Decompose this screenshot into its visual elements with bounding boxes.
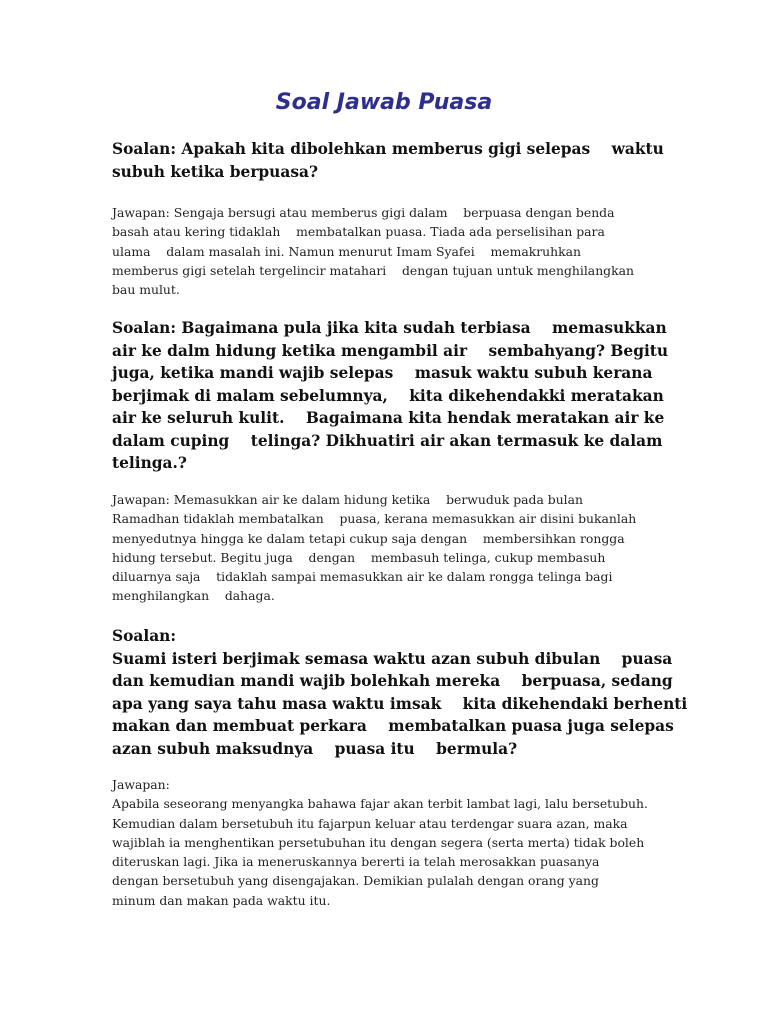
question-line: juga, ketika mandi wajib selepas masuk waktu subuh kerana	[112, 364, 653, 382]
answer-line: Jawapan: Memasukkan air ke dalam hidung ketika berwuduk pada bulan	[112, 492, 584, 507]
question-line: telinga.?	[112, 454, 187, 472]
question-line: dalam cuping telinga? Dikhuatiri air akan termasuk ke dalam	[112, 431, 663, 450]
answer-1	[112, 203, 672, 299]
question-line: Soalan:	[112, 627, 177, 645]
answer-line: ulama dalam masalah ini. Namun menurut Imam Syafei memakruhkan	[112, 243, 581, 259]
answer-line: basah atau kering tidaklah membatalkan puasa. Tiada ada perselisihan para	[112, 224, 605, 240]
question-line: berjimak di malam sebelumnya, kita dikehendakki meratakan	[112, 386, 664, 405]
answer-2	[112, 490, 672, 606]
answer-line: wajiblah ia menghentikan persetubuhan itu dengan segera (serta merta) tidak boleh	[112, 834, 645, 850]
question-line: makan dan membuat perkara membatalkan puasa juga selepas	[112, 717, 674, 735]
answer-line: Kemudian dalam bersetubuh itu fajarpun keluar atau terdengar suara azan, maka	[112, 815, 628, 831]
answer-line: dengan bersetubuh yang disengajakan. Demikian pulalah dengan orang yang	[112, 873, 599, 889]
question-2	[112, 317, 672, 475]
question-line: air ke dalm hidung ketika mengambil air sembahyang? Begitu	[112, 341, 669, 360]
answer-line: Apabila seseorang menyangka bahawa fajar akan terbit lambat lagi, lalu bersetubuh.	[112, 796, 648, 812]
answer-line: memberus gigi setelah tergelincir matahari dengan tujuan untuk menghilangkan	[112, 262, 634, 278]
answer-line: menghilangkan dahaga.	[112, 588, 275, 604]
question-1	[112, 138, 672, 183]
answer-line: bau mulut.	[112, 282, 180, 298]
answer-line: menyedutnya hingga ke dalam tetapi cukup saja dengan membersihkan rongga	[112, 530, 625, 546]
question-3	[112, 625, 688, 760]
question-line: Soalan: Apakah kita dibolehkan memberus gigi selepas waktu	[112, 140, 664, 158]
answer-line: minum dan makan pada waktu itu.	[112, 892, 331, 908]
question-line: subuh ketika berpuasa?	[112, 162, 319, 181]
page-title: Soal Jawab Puasa	[275, 90, 493, 115]
question-line: apa yang saya tahu masa waktu imsak kita dikehendaki berhenti	[112, 694, 688, 713]
answer-3	[112, 775, 672, 910]
question-line: Soalan: Bagaimana pula jika kita sudah terbiasa memasukkan	[112, 319, 667, 337]
answer-line: hidung tersebut. Begitu juga dengan membasuh telinga, cukup membasuh	[112, 549, 606, 565]
answer-line: diluarnya saja tidaklah sampai memasukkan air ke dalam rongga telinga bagi	[112, 569, 613, 585]
question-line: dan kemudian mandi wajib bolehkah mereka berpuasa, sedang	[112, 672, 673, 690]
answer-line: Jawapan:	[112, 777, 170, 792]
answer-line: Jawapan: Sengaja bersugi atau memberus gigi dalam berpuasa dengan benda	[112, 205, 615, 220]
question-line: Suami isteri berjimak semasa waktu azan subuh dibulan puasa	[112, 649, 673, 668]
answer-line: Ramadhan tidaklah membatalkan puasa, kerana memasukkan air disini bukanlah	[112, 511, 637, 527]
question-line: azan subuh maksudnya puasa itu bermula?	[112, 739, 518, 758]
question-line: air ke seluruh kulit. Bagaimana kita hendak meratakan air ke	[112, 409, 665, 427]
answer-line: diteruskan lagi. Jika ia meneruskannya bererti ia telah merosakkan puasanya	[112, 854, 600, 870]
